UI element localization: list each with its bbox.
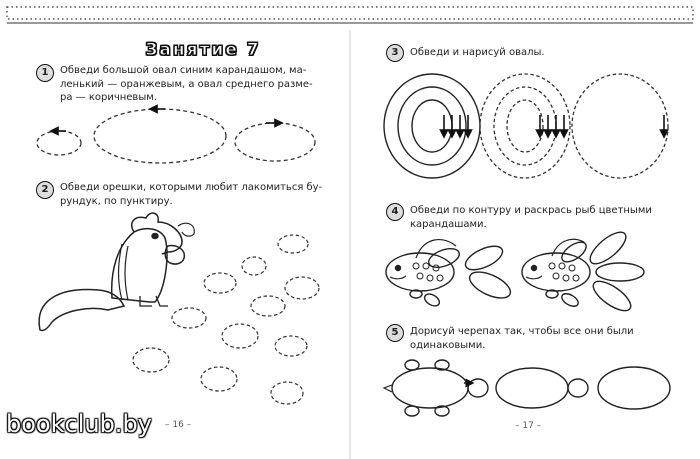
- nut-outline: [251, 296, 285, 316]
- task-1-number: 1: [36, 64, 54, 82]
- right-page-number: – 17 –: [515, 421, 542, 431]
- nut-outline: [275, 336, 307, 356]
- nut-outline: [242, 257, 266, 275]
- solid-concentric-ovals: [384, 74, 480, 178]
- task-1-line-3: ра — коричневым.: [60, 92, 157, 103]
- turtle-complete: [384, 360, 488, 416]
- task-1-line-2: ленький — оранжевым, а овал среднего разме-: [60, 78, 313, 90]
- task-4-number: 4: [386, 203, 404, 221]
- task-3-start-arrows: [444, 115, 664, 134]
- task-5-number: 5: [386, 324, 404, 342]
- task-1-ovals: [37, 109, 315, 163]
- task-2-line-1: Обведи орешки, которыми любит лакомиться бу-: [60, 182, 323, 193]
- task-4-line-2: карандашами.: [410, 218, 487, 230]
- page-title: Занятие 7: [145, 40, 261, 60]
- chipmunk-drawing: [39, 213, 194, 330]
- task-2-number: 2: [36, 181, 54, 199]
- left-page-number: – 16 –: [165, 420, 192, 430]
- medium-oval: [235, 123, 315, 161]
- dashed-concentric-ovals: [480, 74, 668, 178]
- task-5-line-1: Дорисуй черепах так, чтобы все они были: [410, 326, 634, 337]
- task-4-line-1: Обведи по контуру и раскрась рыб цветными: [410, 205, 652, 216]
- nut-outline: [278, 235, 308, 253]
- task-3-number: 3: [386, 44, 404, 62]
- task-5-line-2: одинаковыми.: [410, 339, 486, 351]
- fish-1-drawing: [386, 240, 514, 309]
- task-1-start-arrows: [54, 109, 279, 131]
- large-oval: [94, 109, 226, 163]
- task-2-line-2: рундук, по пунктиру.: [60, 195, 173, 207]
- nut-outlines: [133, 235, 319, 404]
- nut-outline: [285, 277, 319, 299]
- small-oval: [37, 131, 81, 155]
- fish-2-drawing: [522, 227, 644, 316]
- nut-outline: [172, 308, 206, 328]
- nut-outline: [222, 324, 258, 348]
- task-1-line-1: Обведи большой овал синим карандашом, ма-: [60, 65, 307, 76]
- nut-outline: [271, 382, 303, 404]
- task-3-line-1: Обведи и нарисуй овалы.: [410, 47, 545, 58]
- nut-outline: [201, 367, 237, 391]
- nut-outline: [133, 348, 169, 372]
- turtle-incomplete-1: [496, 368, 588, 408]
- nut-outline: [204, 273, 236, 293]
- turtle-incomplete-2: [598, 367, 670, 409]
- watermark-text: bookclub.by: [6, 410, 152, 438]
